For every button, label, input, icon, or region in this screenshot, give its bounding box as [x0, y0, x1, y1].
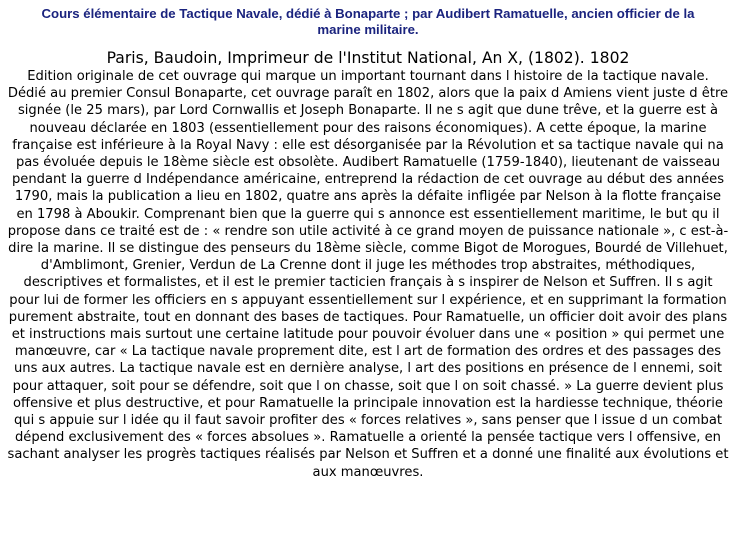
- publication-imprint: Paris, Baudoin, Imprimeur de l'Institut National, An X, (1802). 1802: [106, 49, 630, 67]
- book-description: Edition originale de cet ouvrage qui marque un important tournant dans l histoire de la tactique navale. Dédié au premier Consul Bonaparte, cet ouvrage paraît en 1802, alors que la paix d Amiens vient juste d être signée (le 25 mars), par Lord Cornwallis et Joseph Bonaparte. Il ne s agit que dune trêve, et la guerre est à nouveau déclarée en 1803 (essentiellement pour des raisons économiques). A cette époque, la marine française est inférieure à la Royal Navy : elle est désorganisée par la Révolution et sa tactique navale qui na pas évoluée depuis le 18ème siècle est obsolète. Audibert Ramatuelle (1759-1840), lieutenant de vaisseau pendant la guerre d Indépendance américaine, entreprend la rédaction de cet ouvrage au début des années 1790, mais la publication a lieu en 1802, quatre ans après la défaite infligée par Nelson à la flotte française en 1798 à Aboukir. Comprenant bien que la guerre qui s annonce est essentiellement maritime, le but qu il propose dans ce traité est de : « rendre son utile activité à ce grand moyen de puissance nationale », c est-à-dire la marine. Il se distingue des penseurs du 18ème siècle, comme Bigot de Morogues, Bourdé de Villehuet, d'Amblimont, Grenier, Verdun de La Crenne dont il juge les méthodes trop abstraites, méthodiques, descriptives et formalistes, et il est le premier tacticien français à s inspirer de Nelson et Suffren. Il s agit pour lui de former les officiers en s appuyant essentiellement sur l expérience, et en supprimant la formation purement abstraite, tout en donnant des bases de tactiques. Pour Ramatuelle, un officier doit avoir des plans et instructions mais surtout une certaine latitude pour pouvoir évoluer dans une « position » qui permet une manœuvre, car « La tactique navale proprement dite, est l art de formation des ordres et des passages des uns aux autres. La tactique navale est en dernière analyse, l art des positions en présence de l ennemi, soit pour attaquer, soit pour se défendre, soit que l on chasse, soit que l on soit chassé. » La guerre devient plus offensive et plus destructive, et pour Ramatuelle la principale innovation est la hardiesse technique, théorie qui s appuie sur l idée qu il faut savoir profiter des « forces relatives », sans penser que l issue d un combat dépend exclusivement des « forces absolues ». Ramatuelle a orienté la pensée tactique vers l offensive, en sachant analyser les progrès tactiques réalisés par Nelson et Suffren et a donné une finalité aux évolutions et aux manœuvres.: [7, 69, 729, 480]
- book-title-heading: Cours élémentaire de Tactique Navale, dédié à Bonaparte ; par Audibert Ramatuelle, ancien officier de la marine militaire.: [41, 6, 695, 37]
